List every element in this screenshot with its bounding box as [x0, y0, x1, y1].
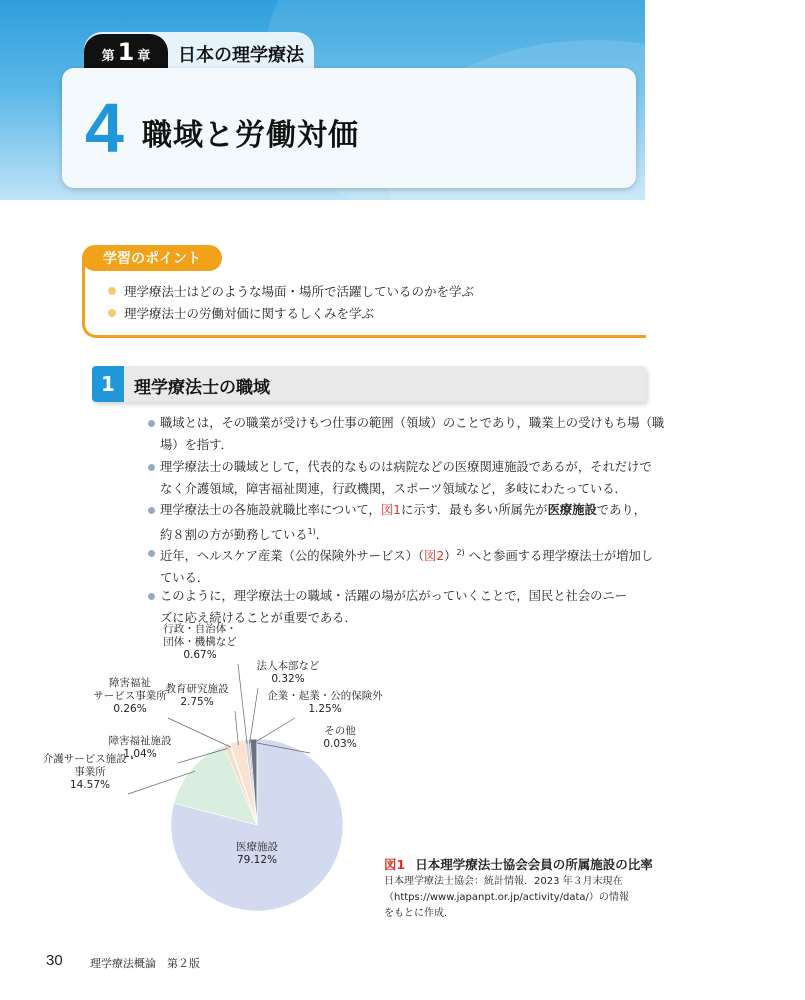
pie-value-label: 0.26%: [113, 703, 147, 715]
figure-number: 図1: [384, 857, 406, 872]
pie-leader-line: [254, 718, 295, 743]
page-number: 30: [46, 952, 63, 969]
pie-chart: [0, 623, 383, 940]
paragraph-line: 理学療法士の職域として，代表的なものは病院などの医療関連施設であるが，それだけで: [160, 460, 652, 474]
paragraph-line: ズに応え続けることが重要である．: [160, 611, 357, 625]
chapter-suffix: 章: [137, 49, 151, 64]
pie-value-label: 2.75%: [180, 696, 214, 708]
bullet-icon: [148, 507, 155, 514]
chapter-number: 1: [117, 38, 135, 66]
section-number: 4: [85, 89, 124, 167]
figure-reference-link[interactable]: 図2: [424, 549, 445, 563]
figure-caption-text: 日本理学療法士協会会員の所属施設の比率: [415, 857, 653, 872]
figure-source-line: をもとに作成.: [384, 908, 448, 919]
pie-value-label: 0.32%: [271, 673, 305, 685]
figure-source: [384, 874, 654, 922]
pie-category-label: 団体・機構など: [163, 636, 237, 648]
pie-value-label: 14.57%: [69, 779, 111, 791]
paragraph: [148, 412, 665, 456]
text-segment: であり，: [596, 503, 646, 517]
pie-value-label: 79.12%: [236, 854, 278, 866]
paragraph-line: 場）を指す．: [160, 438, 233, 452]
learning-points-label: 学習のポイント: [82, 245, 222, 271]
pie-value-label: 1.25%: [308, 703, 342, 715]
bullet-icon: [148, 420, 155, 427]
pie-category-label: 法人本部など: [256, 660, 320, 672]
pie-value-label: 1.04%: [123, 748, 157, 760]
pie-category-label: 障害福祉: [109, 677, 151, 689]
emphasis-text: 医療施設: [547, 503, 597, 517]
pie-slices: [171, 739, 343, 911]
text-segment: 約８割の方が勤務している: [160, 528, 308, 542]
paragraph-line: 職域とは，その職業が受けもつ仕事の範囲（領域）のことであり，職業上の受けもち場（職: [160, 416, 665, 430]
paragraph-line: [148, 542, 654, 567]
figure-reference-link[interactable]: 図1: [380, 503, 401, 517]
paragraph-line: [148, 499, 648, 521]
chapter-badge: [84, 34, 168, 70]
pie-leader-line: [235, 711, 238, 745]
pie-category-label: サービス事業所: [93, 690, 167, 702]
pie-category-label: その他: [324, 725, 356, 737]
pie-category-label: 企業・起業・公的保険外: [267, 690, 383, 702]
chapter-prefix: 第: [101, 49, 115, 64]
paragraph-line: なく介護領域，障害福祉関連，行政機関，スポーツ領域など，多岐にわたっている．: [160, 482, 627, 496]
pie-category-label: 行政・自治体・: [163, 623, 237, 635]
learning-point-item: [108, 304, 374, 322]
pie-category-label: 事業所: [74, 766, 106, 778]
text-segment: 近年，ヘルスケア産業（公的保険外サービス）（: [160, 549, 425, 563]
bullet-icon: [108, 309, 116, 317]
learning-point-item: [108, 282, 474, 300]
paragraph-line: このように，理学療法士の職域・活躍の場が広がっていくことで，国民と社会のニー: [160, 589, 628, 603]
bullet-icon: [148, 550, 155, 557]
citation-superscript: 1): [307, 527, 316, 536]
paragraph: [148, 456, 652, 500]
pie-category-label: 障害福祉施設: [108, 735, 172, 747]
paragraph-line: ている．: [160, 571, 210, 585]
figure-source-line: （https://www.japanpt.or.jp/activity/data/）の情報: [384, 892, 629, 903]
bullet-icon: [148, 464, 155, 471]
text-segment: へと参画する理学療法士が増加し: [464, 549, 654, 563]
pie-category-label: 医療施設: [236, 841, 278, 853]
learning-point-text: 理学療法士はどのような場面・場所で活躍しているのかを学ぶ: [124, 284, 475, 299]
figure-source-line: 日本理学療法士協会：統計情報．2023 年３月末現在: [384, 876, 623, 887]
figure-caption: [384, 855, 653, 873]
pie-leader-line: [238, 664, 247, 744]
bullet-icon: [148, 593, 155, 600]
pie-value-label: 0.03%: [323, 738, 357, 750]
page-title: 職域と労働対価: [142, 118, 359, 153]
paragraph: [148, 499, 648, 546]
section-heading-number: 1: [92, 366, 124, 402]
pie-value-label: 0.67%: [183, 649, 217, 661]
bullet-icon: [108, 287, 116, 295]
pie-leader-line: [250, 688, 258, 743]
chapter-title: 日本の理学療法: [178, 45, 304, 66]
pie-leader-line: [168, 718, 231, 747]
learning-point-text: 理学療法士の労働対価に関するしくみを学ぶ: [124, 306, 375, 321]
pie-category-label: 介護サービス施設・: [42, 753, 138, 765]
section-heading-title: 理学療法士の職域: [134, 378, 270, 398]
citation-superscript: 2): [456, 548, 465, 557]
text-segment: 理学療法士の各施設就職比率について，: [160, 503, 381, 517]
text-segment: ．: [315, 528, 329, 542]
paragraph: [148, 542, 654, 589]
text-segment: に示す．最も多い所属先が: [400, 503, 548, 517]
book-title: 理学療法概論 第２版: [90, 957, 200, 970]
text-segment: ）: [444, 549, 457, 563]
pie-category-label: 教育研究施設: [165, 683, 229, 695]
